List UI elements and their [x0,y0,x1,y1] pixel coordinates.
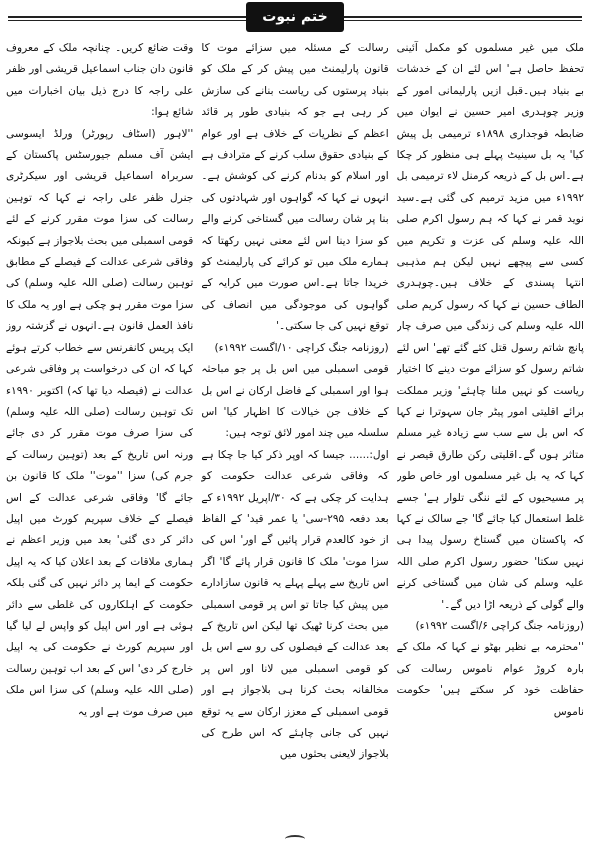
paragraph: ملک میں غیر مسلموں کو مکمل آئینی تحفظ حاصل ہے' اس لئے ان کے خدشات بے بنیاد ہیں۔قبل ازیں پارلیمانی امور کے وزیر چوہدری امیر حسین نے ایوان میں ضابطہ فوجداری ۱۸۹۸ء ترمیمی بل پیش کیا' یہ بل سینیٹ پہلے ہی منظور کر چکا ہے۔اس بل کے ذریعہ کرمنل لاء ترمیمی بل ۱۹۹۲ء میں مزید ترمیم کی گئی ہے۔سید نوید قمر نے کہا کہ ہم رسول اکرم صلی اللہ علیہ وسلم کی عزت و تکریم میں کسی سے پیچھے نہیں لیکن ہم مذہبی انتہا پسندی کے خلاف ہیں۔چوہدری الطاف حسین نے کہا کہ رسول کریم صلی اللہ علیہ وسلم کی زندگی میں صرف چار پانچ شاتم رسول قتل کئے گئے تھے' اس لئے شاتم رسول کو سزائے موت دینے کا اختیار ریاست کو نہیں ملنا چاہئے' وزیر مملکت برائے اقلیتی امور پیٹر جان سہوترا نے کہا کہ اس بل سے سب سے زیادہ غیر مسلم متاثر ہوں گے۔اقلیتی رکن طارق قیصر نے کہا کہ یہ بل غیر مسلموں اور خاص طور پر مسیحیوں کے لئے ننگی تلوار ہے' جسے غلط استعمال کیا جائے گا' جے سالک نے کہا کہ پاکستان میں گستاخ رسول پیدا ہی نہیں سکتا' حضور رسول اکرم صلی اللہ علیہ وسلم کی شان میں گستاخی کرنے والے گولی کے ذریعہ اڑا دیں گے۔' [396,42,584,611]
paragraph: ''محترمہ بے نظیر بھٹو نے کہا کہ ملک کے بارہ کروڑ عوام ناموس رسالت کی حفاظت خود کر سکتے ہیں' حکومت ناموس [396,641,584,718]
paragraph: قومی اسمبلی میں اس بل پر جو مباحثہ ہوا اور اسمبلی کے فاضل ارکان نے اس بل کے خلاف جن خیالات کا اظہار کیا' اس سلسلہ میں چند امور لائق توجہ ہیں: [201,363,389,440]
paragraph: ''لاہور (اسٹاف رپورٹر) ورلڈ ایسوسی ایشن آف مسلم جیورسٹس پاکستان کے سربراہ اسماعیل قریشی اور سیکرٹری جنرل ظفر علی راجہ نے کہا کہ توہین رسالت کی سزا موت مقرر کرنے کے لئے قومی اسمبلی میں بحث بلاجواز ہے کیونکہ وفاقی شرعی عدالت کے فیصلے کے مطابق توہین رسالت (صلی اللہ علیہ وسلم) کی سزا موت مقرر ہو چکی ہے اور یہ ملک کا نافذ العمل قانون ہے۔انہوں نے گزشتہ روز ایک پریس کانفرنس سے خطاب کرتے ہوئے کہا کہ ان کی درخواست پر وفاقی شرعی عدالت نے (فیصلہ دیا تھا کہ) اکتوبر ۱۹۹۰ء تک توہین رسالت (صلی اللہ علیہ وسلم) کی سزا صرف موت مقرر کر دی جائے ورنہ اس تاریخ کے بعد (توہین رسالت کے جرم کی) سزا ''موت'' ملک کا قانون بن جائے گا' وفاقی شرعی عدالت کے اس فیصلے کے خلاف سپریم کورٹ میں اپیل دائر کر دی گئی' بعد میں وزیر اعظم نے ہماری ملاقات کے بعد اعلان کیا کہ یہ اپیل حکومت کے ایما پر دائر نہیں کی گئی بلکہ حکومت کے اہلکاروں کی غلطی سے دائر ہوئی ہے اور اس اپیل کو واپس لے لیا گیا اور سپریم کورٹ نے حکومت کی یہ اپیل خارج کر دی' اس کے بعد اب توہین رسالت (صلی اللہ علیہ وسلم) کی سزا اس ملک میں صرف موت ہے اور یہ [6,127,194,718]
paragraph: رسالت کے مسئلہ میں سزائے موت کا قانون پارلیمنٹ میں پیش کر کے ملک کو بنیاد پرستوں کی ریاست بنانے کی سازش کر رہی ہے جو کہ بنیادی طور پر قائد اعظم کے نظریات کے خلاف ہے اور عوام کے بنیادی حقوق سلب کرنے کے مترادف ہے اور اسلام کو بدنام کرنے کی کوشش ہے۔ انہوں نے کہا کہ گواہوں اور شہادتوں کی بنا پر شان رسالت میں گستاخی کرنے والے کو سزا دینا اس لئے معنی نہیں رکھتا کہ ہمارے ملک میں تو کرائے کی پارلیمنٹ کو خریدا جاتا ہے۔اس صورت میں کرایہ کے گواہوں کی موجودگی میں انصاف کی توقع نہیں کی جا سکتی۔' [201,42,389,333]
text-columns [6,38,584,837]
column-middle [201,38,388,837]
paragraph: وقت ضائع کریں۔ چنانچہ ملک کے معروف قانون دان جناب اسماعیل قریشی اور ظفر علی راجہ کا درج ذیل بیان اخبارات میں شائع ہوا: [6,42,194,119]
header-title-box [246,2,344,32]
column-right [397,38,584,837]
header-title: ختم نبوت [262,9,328,25]
paragraph: (روزنامہ جنگ کراچی ۶/اگست ۱۹۹۲ء) [415,619,584,632]
column-left [6,38,193,837]
paragraph: (روزنامہ جنگ کراچی ۱۰/اگست ۱۹۹۲ء) [214,341,389,354]
footer-ornament [285,835,305,843]
paragraph: اول:...... جیسا کہ اوپر ذکر کیا جا چکا ہے کہ وفاقی شرعی عدالت حکومت کو ہدایت کر چکی ہے کہ ۳۰/اپریل ۱۹۹۲ء کے بعد دفعہ ۲۹۵-سی' یا عمر قید' کے الفاظ از خود کالعدم قرار پائیں گے اور' اس کی سزا موت' ملک کا قانون قرار پائے گا' اگر اس تاریخ سے پہلے پہلے یہ قانون سازادارے میں پیش کیا جاتا تو اس پر قومی اسمبلی میں بحث کرنا ٹھیک تھا لیکن اس تاریخ کے بعد عدالت کے فیصلوں کی رو سے اس بل کو قومی اسمبلی میں لانا اور اس پر مخالفانہ بحث کرنا ہی بلاجواز ہے اور قومی اسمبلی کے معزز ارکان سے یہ توقع نہیں کی جانی چاہئے کہ اس طرح کی بلاجواز لایعنی بحثوں میں [201,448,389,761]
